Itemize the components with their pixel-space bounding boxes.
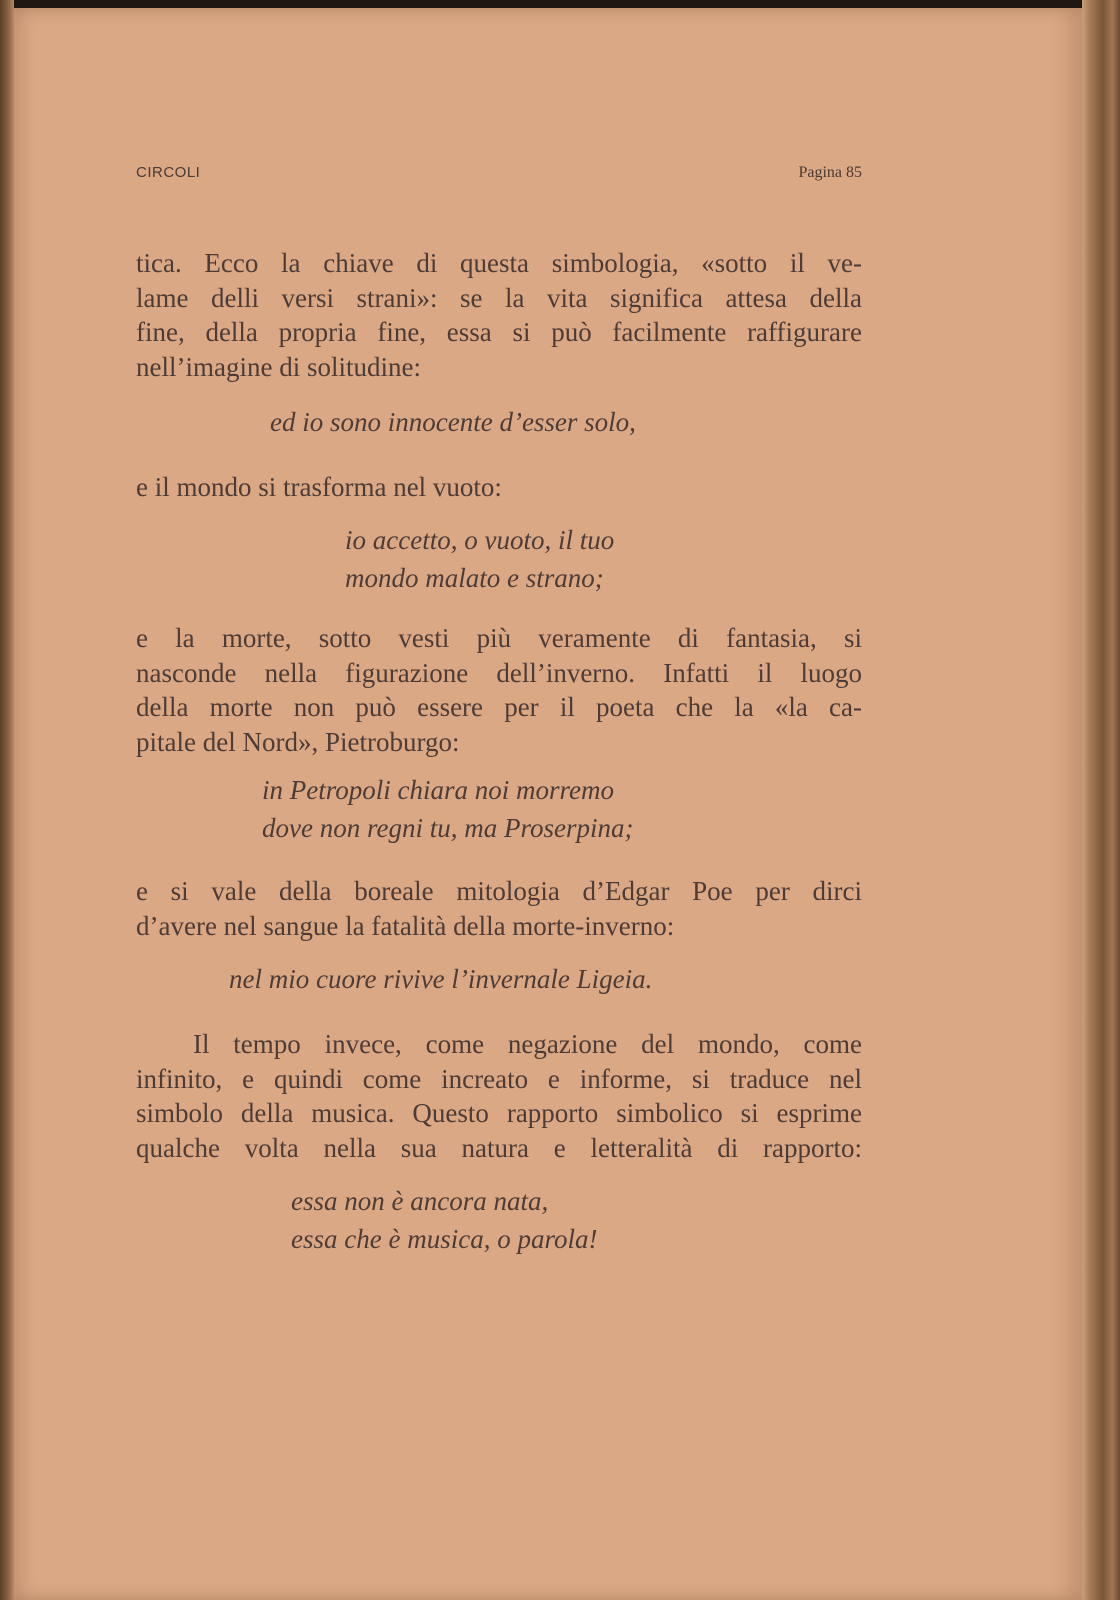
running-head-title: CIRCOLI	[136, 164, 201, 181]
text-line: della morte non può essere per il poeta che la «la ca-	[136, 692, 862, 722]
verse-line: io accetto, o vuoto, il tuo	[345, 525, 615, 555]
paragraph-5	[136, 1027, 862, 1165]
verse-line: mondo malato e strano;	[345, 563, 604, 593]
verse-line: dove non regni tu, ma Proserpina;	[262, 813, 634, 843]
text-line: infinito, e quindi come increato e informe, si traduce nel	[136, 1063, 862, 1094]
text-line: qualche volta nella sua natura e letteralità di rapporto:	[136, 1132, 862, 1163]
text-line: e si vale della boreale mitologia d’Edgar Poe per dirci	[136, 876, 862, 906]
text-line: tica. Ecco la chiave di questa simbologia, «sotto il ve-	[136, 248, 862, 278]
text-line: simbolo della musica. Questo rapporto simbolico si esprime	[136, 1098, 862, 1128]
verse-quote-4	[229, 962, 652, 1000]
paragraph-2	[136, 470, 862, 505]
paragraph-3	[136, 621, 862, 759]
text-line: lame delli versi strani»: se la vita significa attesa della	[136, 282, 862, 313]
verse-quote-2	[345, 523, 614, 599]
text-line: e il mondo si trasforma nel vuoto:	[136, 472, 502, 502]
text-line: nasconde nella figurazione dell’inverno. Infatti il luogo	[136, 657, 862, 688]
text-line: e la morte, sotto vesti più veramente di fantasia, si	[136, 623, 862, 653]
verse-quote-5	[291, 1184, 597, 1260]
verse-line: ed io sono innocente d’esser solo,	[270, 407, 636, 437]
text-line: fine, della propria fine, essa si può facilmente raffigurare	[136, 317, 862, 347]
text-line: d’avere nel sangue la fatalità della morte-inverno:	[136, 910, 675, 941]
verse-quote-1	[270, 405, 636, 443]
book-page	[14, 8, 1082, 1600]
verse-line: essa non è ancora nata,	[291, 1186, 549, 1216]
verse-line: in Petropoli chiara noi morremo	[262, 775, 614, 805]
paragraph-1	[136, 246, 862, 384]
text-line: pitale del Nord», Pietroburgo:	[136, 726, 460, 757]
verse-quote-3	[262, 773, 633, 849]
verse-line: nel mio cuore rivive l’invernale Ligeia.	[229, 964, 653, 994]
verse-line: essa che è musica, o parola!	[291, 1224, 598, 1254]
book-left-edge	[0, 0, 14, 1600]
book-spine-edge	[1082, 0, 1120, 1600]
text-line: Il tempo invece, come negazione del mondo, come	[193, 1029, 862, 1059]
running-header	[136, 164, 862, 194]
page-number: Pagina 85	[798, 164, 862, 181]
book-top-edge	[0, 0, 1120, 8]
paragraph-4	[136, 874, 862, 943]
text-line: nell’imagine di solitudine:	[136, 351, 421, 382]
